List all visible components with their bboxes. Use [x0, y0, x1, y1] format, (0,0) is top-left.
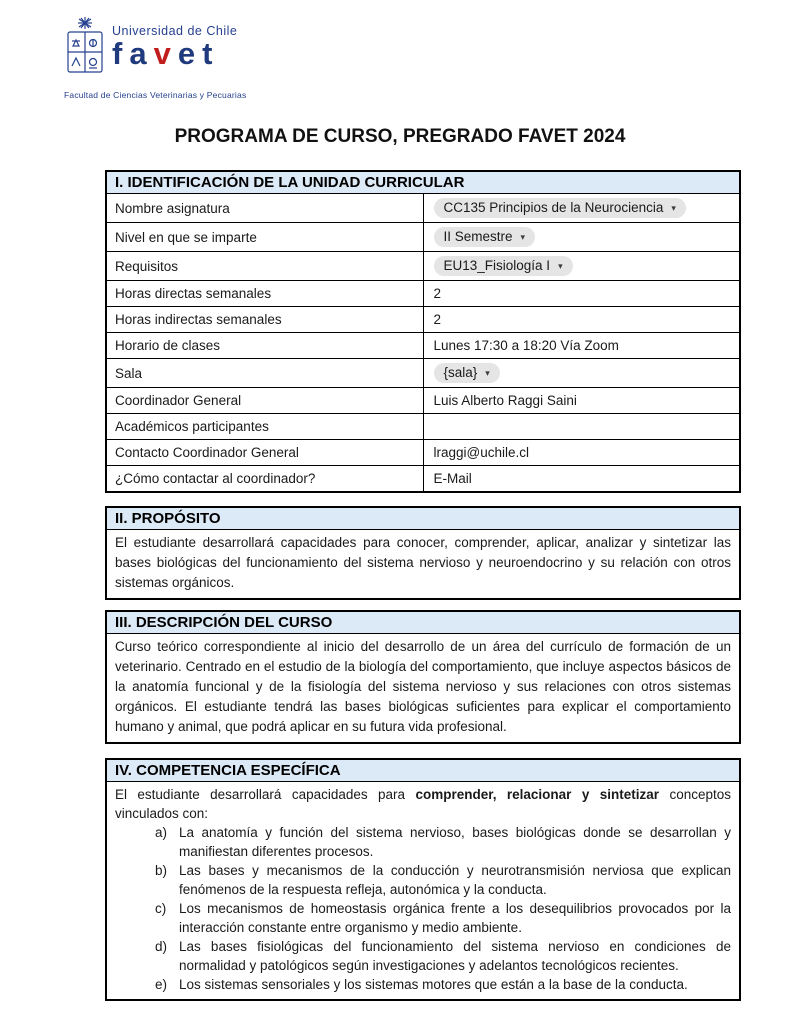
list-text: Los mecanismos de homeostasis orgánica frente a los desequilibrios provocados por la interacción constante entre organismo y medio ambiente. [179, 901, 731, 935]
list-marker: e) [155, 977, 168, 992]
document-content [105, 170, 741, 1001]
list-marker: a) [155, 825, 168, 840]
dropdown-value: {sala} [443, 365, 478, 380]
list-item [115, 975, 731, 994]
chevron-down-icon: ▾ [520, 231, 526, 242]
section-proposito [105, 506, 741, 600]
table-row [106, 223, 740, 252]
descripcion-text: Curso teórico correspondiente al inicio del desarrollo de un área del currículo de formación de un veterinario. Centrado en el estudio de la biología del comportamiento, que incluye aspectos básicos de la anatomía funcional y de la fisiología del sistema nervioso y sus relaciones con otros sistemas orgánicos. El estudiante tendrá las bases biológicas suficientes para explicar el comportamiento humano y animal, que podrá aplicar en su futura vida profesional. [115, 639, 731, 734]
row-label-nivel: Nivel en que se imparte [106, 223, 423, 252]
row-label-horas-indirectas: Horas indirectas semanales [106, 307, 423, 333]
list-text: Los sistemas sensoriales y los sistemas motores que están a la base de la conducta. [179, 977, 688, 992]
horario-value: Lunes 17:30 a 18:20 Vía Zoom [423, 333, 740, 359]
list-text: Las bases fisiológicas del funcionamiento del sistema nervioso en condiciones de normalidad y patológicos según investigaciones y adelantos tecnológicos recientes. [179, 939, 731, 973]
table-row [106, 333, 740, 359]
competencia-list [115, 823, 731, 994]
competencia-body [107, 782, 739, 999]
faculty-name: Facultad de Ciencias Veterinarias y Pecuarias [64, 90, 247, 100]
competencia-intro: El estudiante desarrollará capacidades para comprender, relacionar y sintetizar conceptos vinculados con: [115, 787, 731, 821]
table-row [106, 440, 740, 466]
row-label-nombre-asignatura: Nombre asignatura [106, 194, 423, 223]
row-label-academicos: Académicos participantes [106, 414, 423, 440]
como-contactar-value: E-Mail [423, 466, 740, 493]
list-item [115, 861, 731, 899]
dropdown-value: EU13_Fisiología I [443, 258, 551, 273]
chevron-down-icon: ▾ [485, 367, 490, 378]
coordinador-value: Luis Alberto Raggi Saini [423, 388, 740, 414]
section-2-header: II. PROPÓSITO [107, 508, 739, 530]
list-item [115, 823, 731, 861]
section-3-header: III. DESCRIPCIÓN DEL CURSO [107, 612, 739, 634]
list-text: Las bases y mecanismos de la conducción y neurotransmisión nerviosa que explican fenómenos de la respuesta refleja, autonómica y la conducta. [179, 863, 731, 897]
table-row [106, 466, 740, 493]
row-label-sala: Sala [106, 359, 423, 388]
table-row [106, 359, 740, 388]
table-row [106, 388, 740, 414]
university-logo [64, 16, 294, 100]
dropdown-value: II Semestre [443, 229, 513, 244]
page-title: PROGRAMA DE CURSO, PREGRADO FAVET 2024 [174, 126, 626, 147]
contacto-value: lraggi@uchile.cl [423, 440, 740, 466]
table-row [106, 307, 740, 333]
university-name: Universidad de Chile [112, 24, 238, 38]
horas-indirectas-value: 2 [423, 307, 740, 333]
horas-directas-value: 2 [423, 281, 740, 307]
identification-table [105, 170, 741, 493]
table-row [106, 414, 740, 440]
list-marker: c) [155, 901, 167, 916]
section-descripcion [105, 610, 741, 744]
favet-wordmark: favet [112, 36, 220, 71]
table-row [106, 281, 740, 307]
row-label-como-contactar: ¿Cómo contactar al coordinador? [106, 466, 423, 493]
list-marker: d) [155, 939, 168, 954]
academicos-value [423, 414, 740, 440]
list-text: La anatomía y función del sistema nervioso, bases biológicas donde se desarrollan y manifiestan diferentes procesos. [179, 825, 731, 859]
requisitos-dropdown[interactable] [434, 256, 573, 276]
chevron-down-icon: ▾ [671, 202, 676, 213]
table-row [106, 194, 740, 223]
row-label-horario: Horario de clases [106, 333, 423, 359]
row-label-contacto: Contacto Coordinador General [106, 440, 423, 466]
university-crest-icon [64, 16, 106, 87]
chevron-down-icon: ▾ [558, 260, 563, 271]
dropdown-value: CC135 Principios de la Neurociencia [443, 200, 664, 215]
section-1-header: I. IDENTIFICACIÓN DE LA UNIDAD CURRICULAR [106, 171, 740, 194]
favet-red-v: v [153, 36, 178, 71]
list-item [115, 937, 731, 975]
row-label-requisitos: Requisitos [106, 252, 423, 281]
competencia-intro-bold: comprender, relacionar y sintetizar [415, 787, 660, 802]
row-label-coordinador: Coordinador General [106, 388, 423, 414]
nombre-asignatura-dropdown[interactable] [434, 198, 686, 218]
nivel-dropdown[interactable] [434, 227, 536, 247]
sala-dropdown[interactable] [434, 363, 500, 383]
table-row [106, 252, 740, 281]
list-marker: b) [155, 863, 168, 878]
list-item [115, 899, 731, 937]
proposito-text: El estudiante desarrollará capacidades para conocer, comprender, aplicar, analizar y sintetizar las bases biológicas del funcionamiento del sistema nervioso y neuroendocrino y su relación con otros sistemas orgánicos. [115, 535, 731, 590]
row-label-horas-directas: Horas directas semanales [106, 281, 423, 307]
section-competencia [105, 758, 741, 1001]
section-4-header: IV. COMPETENCIA ESPECÍFICA [107, 760, 739, 782]
